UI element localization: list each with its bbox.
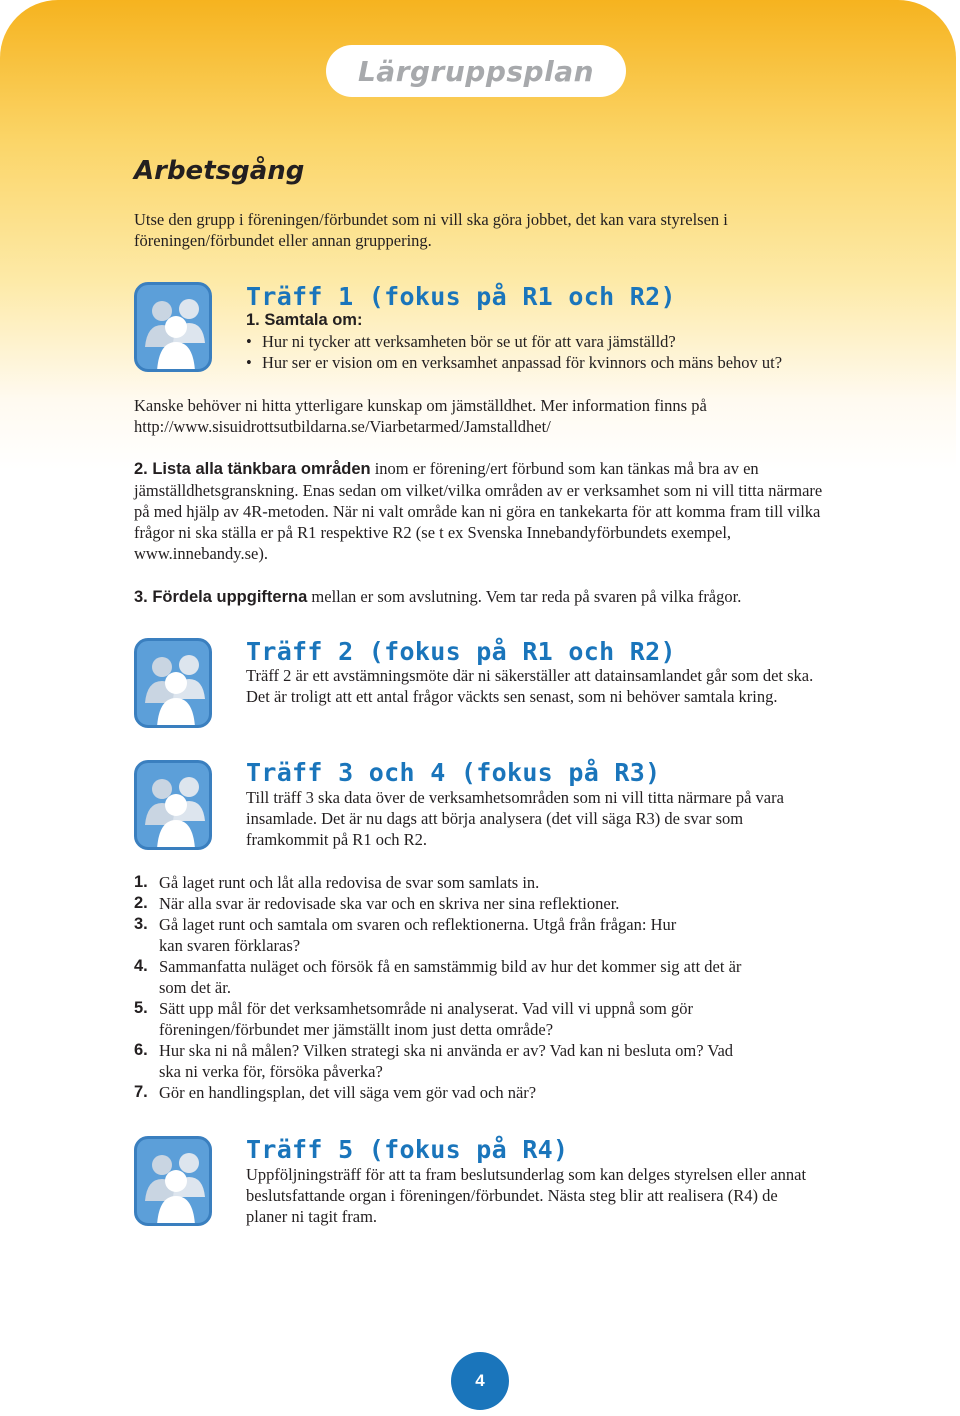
section-title: Arbetsgång [134,156,305,186]
step-2-label: 2. Lista alla tänkbara områden [134,460,371,478]
meeting-1-title: Träff 1 (fokus på R1 och R2) [246,282,676,311]
list-item: 2. När alla svar är redovisade ska var och en skriva ner sina reflektioner. [134,894,620,913]
people-group-icon [134,282,212,372]
step-1-label: 1. Samtala om: [246,311,363,329]
step-3-paragraph [134,586,824,608]
bullet-item: • Hur ni tycker att verksamheten bör se ut för att vara jämställd? [246,331,846,352]
step-3-text: mellan er som avslutning. Vem tar reda på svaren på vilka frågor. [311,587,742,606]
title-pill [326,45,626,97]
list-item: 4. Sammanfatta nuläget och försök få en samstämmig bild av hur det kommer sig att det är som det är. [134,957,742,997]
people-group-icon [134,760,212,850]
step-2-paragraph [134,458,824,564]
meeting-3-text: Till träff 3 ska data över de verksamhetsområden som ni vill titta närmare på vara insamlade. Det är nu dags att börja analysera (det vill säga R3) de svar som framkommit på R1 och R2. [246,788,784,849]
list-item: 3. Gå laget runt och samtala om svaren och reflektionerna. Utgå från frågan: Hur kan svaren förklaras? [134,915,677,955]
meeting-5-title: Träff 5 (fokus på R4) [246,1135,569,1164]
page-number: 4 [451,1352,509,1410]
meeting-3-title: Träff 3 och 4 (fokus på R3) [246,758,661,787]
step-2-text: inom er förening/ert förbund som kan tänkas må bra av en jämställdhetsgranskning. Enas sedan om vilket/vilka områden av er verksamhet som ni vill titta närmare på med hjälp av 4R-metoden. När ni valt område kan ni göra en tankekarta för att komma fram till vilka frågor ni ska ställa er på R1 respektive R2 (se t ex Svenska Innebandyförbundets exempel, www.innebandy.se). [134,459,823,563]
page-title: Lärgruppsplan [357,54,595,88]
meeting-2-title: Träff 2 (fokus på R1 och R2) [246,637,676,666]
info-paragraph: Kanske behöver ni hitta ytterligare kunskap om jämställdhet. Mer information finns på http://www.sisuidrottsutbildarna.se/Viarbetarmed/Jamstalldhet/ [134,396,707,436]
list-item: 7. Gör en handlingsplan, det vill säga vem gör vad och när? [134,1083,537,1102]
discussion-bullets [246,331,846,373]
meeting-1-content [246,310,846,373]
meeting-2-text: Träff 2 är ett avstämningsmöte där ni säkerställer att datainsamlandet går som det ska. Det är troligt att ett antal frågor väckts sen senast, som ni behöver samtala kring. [246,666,814,706]
analysis-steps-list [134,872,834,1103]
people-group-icon [134,1136,212,1226]
intro-paragraph: Utse den grupp i föreningen/förbundet som ni vill ska göra jobbet, det kan vara styrelsen i föreningen/förbundet eller annan gruppering. [134,210,728,250]
list-item: 6. Hur ska ni nå målen? Vilken strategi ska ni använda er av? Vad kan ni besluta om? Vad ska ni verka för, försöka påverka? [134,1041,734,1081]
step-3-label: 3. Fördela uppgifterna [134,588,308,606]
meeting-5-text: Uppföljningsträff för att ta fram beslutsunderlag som kan delges styrelsen eller annat beslutsfattande organ i föreningen/förbundet. Nästa steg blir att realisera (R4) de planer ni tagit fram. [246,1165,807,1226]
people-group-icon [134,638,212,728]
bullet-item: • Hur ser er vision om en verksamhet anpassad för kvinnors och mäns behov ut? [246,352,846,373]
list-item: 5. Sätt upp mål för det verksamhetsområde ni analyserat. Vad vill vi uppnå som gör föreningen/förbundet mer jämställt inom just detta område? [134,999,693,1039]
list-item: 1. Gå laget runt och låt alla redovisa de svar som samlats in. [134,873,540,892]
